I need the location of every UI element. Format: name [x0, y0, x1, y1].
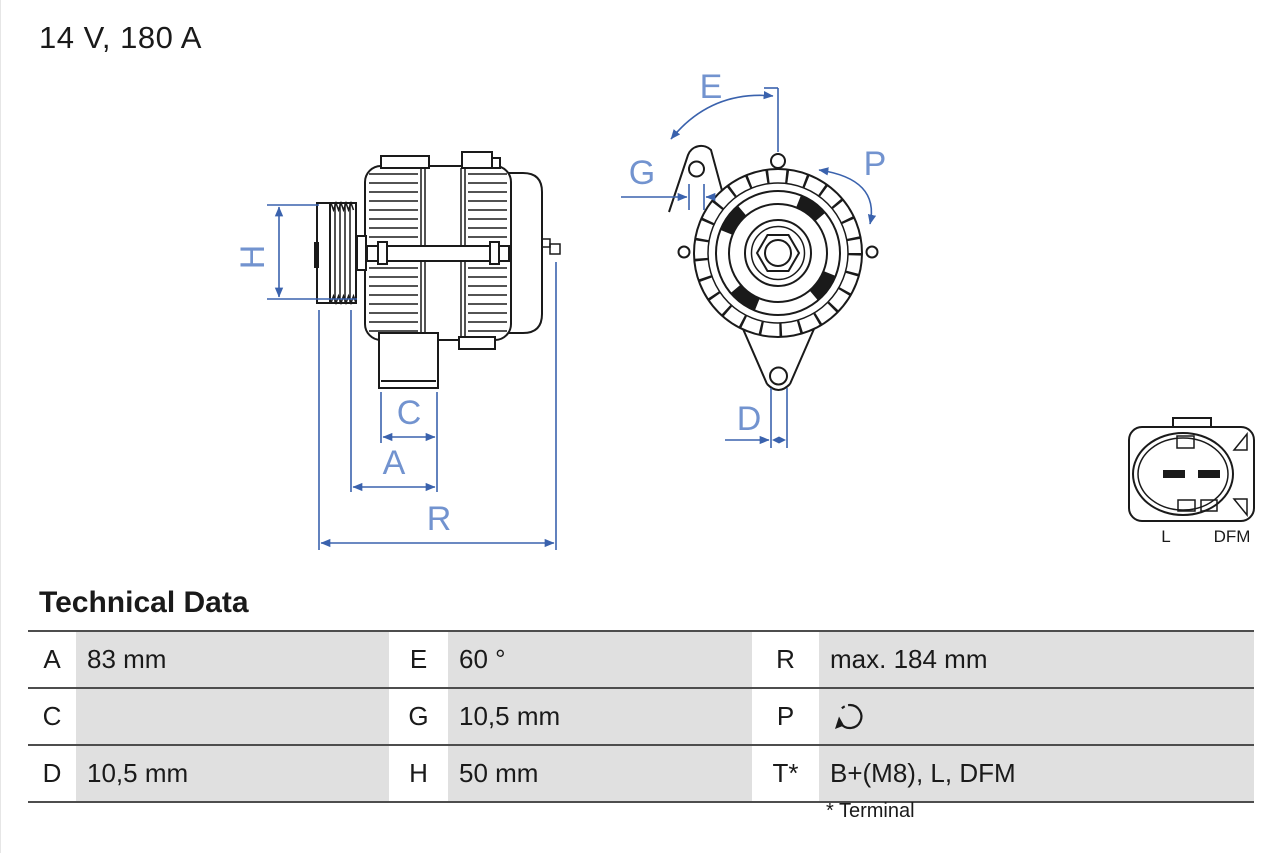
table-row — [28, 744, 1254, 801]
spec-label-a: A — [28, 632, 76, 687]
dimension-label-h: H — [234, 244, 272, 270]
spec-value-d: 10,5 mm — [76, 746, 389, 801]
spec-label-t: T* — [752, 746, 819, 801]
product-rating: 14 V, 180 A — [39, 20, 202, 55]
dimension-label-d: D — [736, 400, 762, 438]
spec-label-d: D — [28, 746, 76, 801]
connector-pin-l — [1163, 470, 1185, 478]
technical-drawing — [1, 0, 1280, 580]
connector-pin-label-dfm: DFM — [1213, 527, 1251, 546]
spec-value-r: max. 184 mm — [819, 632, 1254, 687]
rotation-direction-icon — [832, 700, 868, 734]
spec-value-p — [819, 689, 1254, 744]
connector-pin-label-l: L — [1161, 527, 1171, 546]
table-row — [28, 630, 1254, 687]
connector-pin-dfm — [1198, 470, 1220, 478]
alternator-front-view — [669, 146, 878, 390]
connector-pinout-drawing — [1129, 418, 1254, 546]
spec-value-a: 83 mm — [76, 632, 389, 687]
technical-data-table — [28, 630, 1254, 803]
spec-label-p: P — [752, 689, 819, 744]
dimension-label-p: P — [863, 145, 887, 183]
spec-label-e: E — [389, 632, 448, 687]
spec-value-e: 60 ° — [448, 632, 752, 687]
dimension-label-e: E — [699, 68, 723, 106]
spec-value-h: 50 mm — [448, 746, 752, 801]
dimension-label-r: R — [426, 500, 452, 538]
spec-label-r: R — [752, 632, 819, 687]
spec-value-g: 10,5 mm — [448, 689, 752, 744]
terminal-footnote: * Terminal — [826, 800, 915, 822]
spec-label-h: H — [389, 746, 448, 801]
dimension-label-a: A — [382, 444, 406, 482]
dimension-label-g: G — [628, 154, 656, 192]
spec-label-g: G — [389, 689, 448, 744]
spec-value-c — [76, 689, 389, 744]
dimension-label-c: C — [396, 394, 422, 432]
spec-value-t: B+(M8), L, DFM — [819, 746, 1254, 801]
technical-data-title: Technical Data — [39, 586, 249, 619]
table-row — [28, 687, 1254, 744]
spec-label-c: C — [28, 689, 76, 744]
